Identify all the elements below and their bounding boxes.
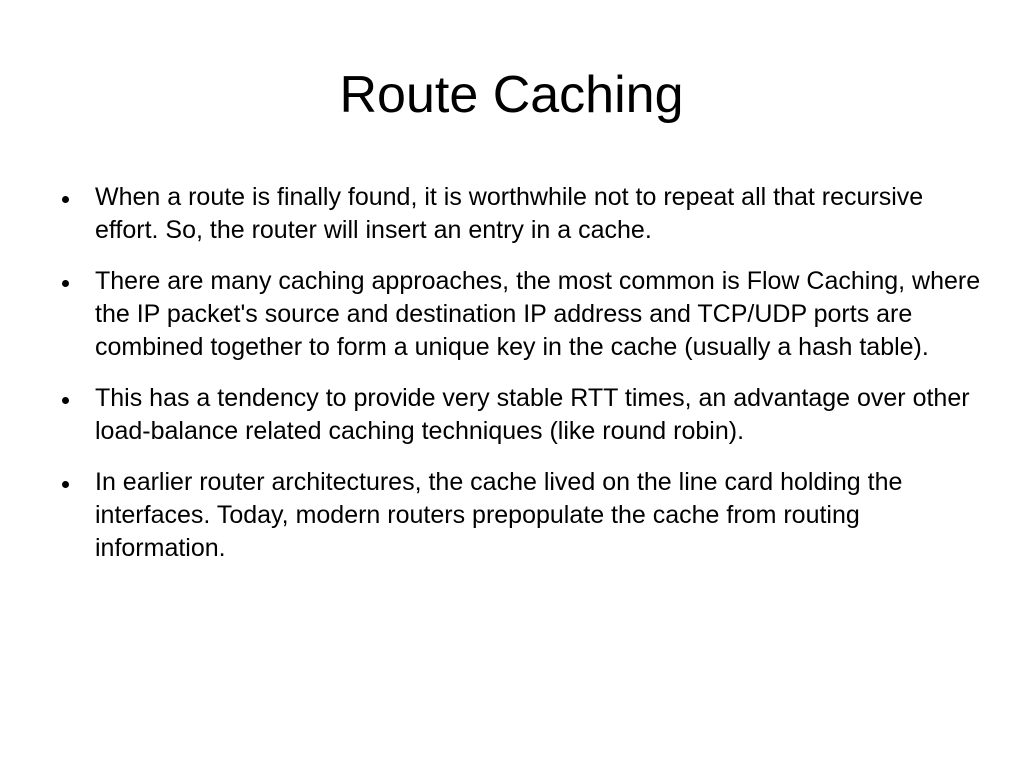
bullet-item xyxy=(60,382,985,448)
bullet-dot-icon xyxy=(62,280,69,287)
slide-title: Route Caching xyxy=(339,66,684,124)
bullet-item xyxy=(60,466,985,565)
bullet-item xyxy=(60,265,985,364)
bullet-dot-icon xyxy=(62,196,69,203)
bullet-list xyxy=(60,181,985,583)
bullet-dot-icon xyxy=(62,397,69,404)
bullet-text: When a route is finally found, it is worthwhile not to repeat all that recursive effort. So, the router will insert an entry in a cache. xyxy=(95,183,924,244)
bullet-text: There are many caching approaches, the most common is Flow Caching, where the IP packet's source and destination IP address and TCP/UDP ports are combined together to form a unique key in the cache (usually a hash table). xyxy=(95,267,981,361)
bullet-dot-icon xyxy=(62,481,69,488)
bullet-text: This has a tendency to provide very stable RTT times, an advantage over other load-balance related caching techniques (like round robin). xyxy=(95,384,970,445)
bullet-text: In earlier router architectures, the cache lived on the line card holding the interfaces. Today, modern routers prepopulate the cache from routing information. xyxy=(95,468,903,562)
bullet-item xyxy=(60,181,985,247)
